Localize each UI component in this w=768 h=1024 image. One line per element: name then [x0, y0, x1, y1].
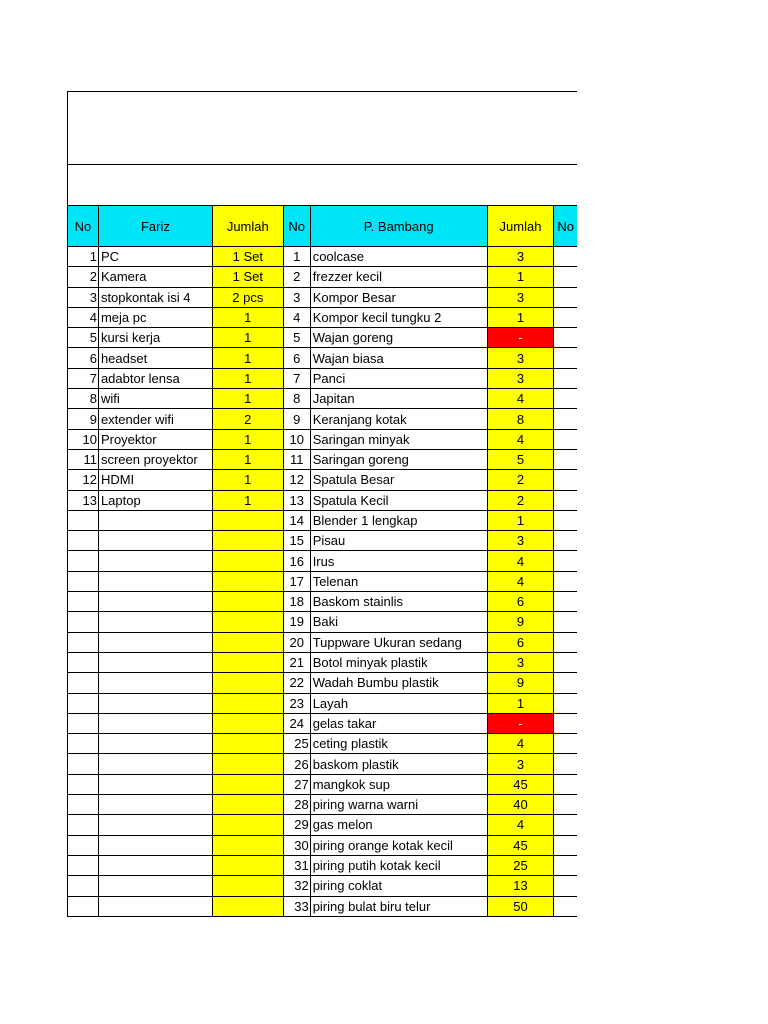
left-no-cell[interactable]: 11	[68, 449, 99, 469]
left-item-cell[interactable]: Laptop	[98, 490, 212, 510]
right-no-cell[interactable]: 13	[283, 490, 310, 510]
table-row	[68, 754, 578, 774]
left-no-cell[interactable]: 10	[68, 429, 99, 449]
right-no-cell[interactable]: 28	[283, 795, 310, 815]
right-item-cell[interactable]: Keranjang kotak	[310, 409, 487, 429]
right-qty-cell[interactable]: 50	[487, 896, 554, 916]
right-qty-cell[interactable]: 3	[487, 287, 554, 307]
right-no-cell[interactable]: 33	[283, 896, 310, 916]
right-item-cell[interactable]: ceting plastik	[310, 734, 487, 754]
right-no-cell[interactable]: 15	[283, 531, 310, 551]
table-row	[68, 713, 578, 733]
header-no-right: No	[283, 206, 310, 247]
left-item-cell[interactable]: adabtor lensa	[98, 368, 212, 388]
third-no-cell[interactable]	[554, 267, 577, 287]
left-no-cell[interactable]	[68, 673, 99, 693]
inventory-table	[67, 205, 577, 917]
third-no-cell[interactable]	[554, 287, 577, 307]
third-no-cell[interactable]	[554, 835, 577, 855]
left-qty-cell[interactable]	[212, 713, 283, 733]
right-item-cell[interactable]: Wajan biasa	[310, 348, 487, 368]
right-no-cell[interactable]: 19	[283, 612, 310, 632]
left-item-cell[interactable]: headset	[98, 348, 212, 368]
left-qty-cell[interactable]: 1	[212, 348, 283, 368]
right-qty-cell[interactable]: 6	[487, 592, 554, 612]
header-row	[68, 206, 578, 247]
third-no-cell[interactable]	[554, 368, 577, 388]
table-row	[68, 896, 578, 916]
left-item-cell[interactable]	[98, 815, 212, 835]
left-no-cell[interactable]: 8	[68, 389, 99, 409]
right-qty-cell[interactable]: 1	[487, 693, 554, 713]
table-row	[68, 449, 578, 469]
third-no-cell[interactable]	[554, 470, 577, 490]
table-row	[68, 734, 578, 754]
right-qty-cell[interactable]: 45	[487, 774, 554, 794]
left-no-cell[interactable]: 12	[68, 470, 99, 490]
left-qty-cell[interactable]: 2 pcs	[212, 287, 283, 307]
table-row	[68, 815, 578, 835]
left-qty-cell[interactable]: 1 Set	[212, 247, 283, 267]
right-qty-cell[interactable]: 3	[487, 531, 554, 551]
right-item-cell[interactable]: gas melon	[310, 815, 487, 835]
third-no-cell[interactable]	[554, 551, 577, 571]
left-no-cell[interactable]: 2	[68, 267, 99, 287]
table-row	[68, 348, 578, 368]
right-item-cell[interactable]: Kompor Besar	[310, 287, 487, 307]
left-no-cell[interactable]: 1	[68, 247, 99, 267]
left-item-cell[interactable]: HDMI	[98, 470, 212, 490]
table-row	[68, 307, 578, 327]
left-item-cell[interactable]: PC	[98, 247, 212, 267]
right-qty-cell[interactable]: 4	[487, 571, 554, 591]
right-item-cell[interactable]: Pisau	[310, 531, 487, 551]
right-item-cell[interactable]: frezzer kecil	[310, 267, 487, 287]
right-no-cell[interactable]: 29	[283, 815, 310, 835]
left-no-cell[interactable]	[68, 754, 99, 774]
left-no-cell[interactable]	[68, 896, 99, 916]
left-qty-cell[interactable]	[212, 855, 283, 875]
right-item-cell[interactable]: Irus	[310, 551, 487, 571]
left-no-cell[interactable]	[68, 774, 99, 794]
right-item-cell[interactable]: Tuppware Ukuran sedang	[310, 632, 487, 652]
left-item-cell[interactable]	[98, 673, 212, 693]
left-no-cell[interactable]	[68, 795, 99, 815]
right-qty-cell[interactable]: 13	[487, 876, 554, 896]
left-no-cell[interactable]	[68, 713, 99, 733]
right-item-cell[interactable]: Spatula Kecil	[310, 490, 487, 510]
right-no-cell[interactable]: 10	[283, 429, 310, 449]
left-qty-cell[interactable]: 1	[212, 328, 283, 348]
right-item-cell[interactable]: Saringan goreng	[310, 449, 487, 469]
left-qty-cell[interactable]	[212, 754, 283, 774]
table-row	[68, 795, 578, 815]
table-row	[68, 429, 578, 449]
left-item-cell[interactable]: Proyektor	[98, 429, 212, 449]
left-qty-cell[interactable]	[212, 896, 283, 916]
left-item-cell[interactable]	[98, 592, 212, 612]
right-item-cell[interactable]: Panci	[310, 368, 487, 388]
right-item-cell[interactable]: Spatula Besar	[310, 470, 487, 490]
right-no-cell[interactable]: 16	[283, 551, 310, 571]
right-qty-cell[interactable]: 2	[487, 470, 554, 490]
left-item-cell[interactable]	[98, 774, 212, 794]
third-no-cell[interactable]	[554, 673, 577, 693]
title-divider	[68, 164, 577, 165]
left-no-cell[interactable]	[68, 592, 99, 612]
right-item-cell[interactable]: Saringan minyak	[310, 429, 487, 449]
left-qty-cell[interactable]: 1	[212, 429, 283, 449]
left-no-cell[interactable]	[68, 551, 99, 571]
left-item-cell[interactable]	[98, 734, 212, 754]
right-qty-cell[interactable]: 2	[487, 490, 554, 510]
left-qty-cell[interactable]	[212, 652, 283, 672]
left-qty-cell[interactable]	[212, 551, 283, 571]
table-row	[68, 774, 578, 794]
left-item-cell[interactable]	[98, 632, 212, 652]
third-no-cell[interactable]	[554, 571, 577, 591]
table-row	[68, 673, 578, 693]
header-fariz: Fariz	[98, 206, 212, 247]
left-item-cell[interactable]	[98, 652, 212, 672]
table-row	[68, 571, 578, 591]
right-qty-cell[interactable]: 1	[487, 267, 554, 287]
right-qty-cell[interactable]: 4	[487, 551, 554, 571]
right-qty-cell[interactable]: 3	[487, 652, 554, 672]
right-no-cell[interactable]: 21	[283, 652, 310, 672]
right-no-cell[interactable]: 14	[283, 510, 310, 530]
right-qty-cell[interactable]: 3	[487, 348, 554, 368]
table-row	[68, 510, 578, 530]
left-item-cell[interactable]	[98, 835, 212, 855]
left-qty-cell[interactable]	[212, 612, 283, 632]
right-item-cell[interactable]: Wadah Bumbu plastik	[310, 673, 487, 693]
third-no-cell[interactable]	[554, 855, 577, 875]
table-row	[68, 490, 578, 510]
right-no-cell[interactable]: 9	[283, 409, 310, 429]
left-item-cell[interactable]	[98, 876, 212, 896]
left-no-cell[interactable]	[68, 855, 99, 875]
table-row	[68, 551, 578, 571]
left-qty-cell[interactable]	[212, 510, 283, 530]
right-no-cell[interactable]: 18	[283, 592, 310, 612]
right-item-cell[interactable]: piring bulat biru telur	[310, 896, 487, 916]
header-bambang: P. Bambang	[310, 206, 487, 247]
right-item-cell[interactable]: baskom plastik	[310, 754, 487, 774]
left-no-cell[interactable]: 13	[68, 490, 99, 510]
left-no-cell[interactable]: 9	[68, 409, 99, 429]
table-row	[68, 470, 578, 490]
right-qty-cell[interactable]: 1	[487, 307, 554, 327]
left-item-cell[interactable]	[98, 693, 212, 713]
left-qty-cell[interactable]: 2	[212, 409, 283, 429]
third-no-cell[interactable]	[554, 510, 577, 530]
table-row	[68, 855, 578, 875]
right-item-cell[interactable]: piring putih kotak kecil	[310, 855, 487, 875]
table-row	[68, 693, 578, 713]
third-no-cell[interactable]	[554, 328, 577, 348]
left-item-cell[interactable]	[98, 612, 212, 632]
header-qty-right: Jumlah	[487, 206, 554, 247]
right-no-cell[interactable]: 26	[283, 754, 310, 774]
left-no-cell[interactable]	[68, 652, 99, 672]
left-qty-cell[interactable]	[212, 774, 283, 794]
third-no-cell[interactable]	[554, 754, 577, 774]
left-no-cell[interactable]	[68, 815, 99, 835]
table-row	[68, 328, 578, 348]
third-no-cell[interactable]	[554, 449, 577, 469]
right-qty-cell[interactable]: 1	[487, 510, 554, 530]
right-no-cell[interactable]: 12	[283, 470, 310, 490]
right-qty-cell[interactable]: 40	[487, 795, 554, 815]
right-no-cell[interactable]: 17	[283, 571, 310, 591]
third-no-cell[interactable]	[554, 592, 577, 612]
left-item-cell[interactable]	[98, 896, 212, 916]
third-no-cell[interactable]	[554, 389, 577, 409]
right-qty-cell[interactable]: 4	[487, 429, 554, 449]
table-row	[68, 247, 578, 267]
right-qty-cell[interactable]: 3	[487, 247, 554, 267]
third-no-cell[interactable]	[554, 409, 577, 429]
left-item-cell[interactable]: kursi kerja	[98, 328, 212, 348]
left-item-cell[interactable]: Kamera	[98, 267, 212, 287]
right-no-cell[interactable]: 32	[283, 876, 310, 896]
left-no-cell[interactable]: 7	[68, 368, 99, 388]
left-item-cell[interactable]	[98, 531, 212, 551]
table-row	[68, 531, 578, 551]
right-item-cell[interactable]: mangkok sup	[310, 774, 487, 794]
third-no-cell[interactable]	[554, 531, 577, 551]
header-no-third: No	[554, 206, 577, 247]
right-no-cell[interactable]: 1	[283, 247, 310, 267]
right-item-cell[interactable]: Japitan	[310, 389, 487, 409]
right-item-cell[interactable]: Baskom stainlis	[310, 592, 487, 612]
right-item-cell[interactable]: gelas takar	[310, 713, 487, 733]
third-no-cell[interactable]	[554, 876, 577, 896]
left-no-cell[interactable]	[68, 693, 99, 713]
table-row	[68, 389, 578, 409]
table-row	[68, 267, 578, 287]
left-item-cell[interactable]: wifi	[98, 389, 212, 409]
left-item-cell[interactable]	[98, 713, 212, 733]
left-no-cell[interactable]: 4	[68, 307, 99, 327]
right-item-cell[interactable]: Kompor kecil tungku 2	[310, 307, 487, 327]
right-no-cell[interactable]: 6	[283, 348, 310, 368]
left-qty-cell[interactable]	[212, 592, 283, 612]
right-item-cell[interactable]: Blender 1 lengkap	[310, 510, 487, 530]
table-row	[68, 835, 578, 855]
left-no-cell[interactable]	[68, 510, 99, 530]
right-item-cell[interactable]: piring warna warni	[310, 795, 487, 815]
left-qty-cell[interactable]	[212, 835, 283, 855]
left-qty-cell[interactable]: 1	[212, 389, 283, 409]
right-qty-cell[interactable]: 4	[487, 734, 554, 754]
left-item-cell[interactable]	[98, 551, 212, 571]
left-qty-cell[interactable]: 1	[212, 307, 283, 327]
right-no-cell[interactable]: 8	[283, 389, 310, 409]
left-item-cell[interactable]	[98, 855, 212, 875]
table-row	[68, 287, 578, 307]
table-row	[68, 876, 578, 896]
table-row	[68, 368, 578, 388]
right-item-cell[interactable]: Wajan goreng	[310, 328, 487, 348]
right-qty-cell[interactable]: 9	[487, 673, 554, 693]
right-qty-cell[interactable]: 45	[487, 835, 554, 855]
third-no-cell[interactable]	[554, 490, 577, 510]
title-area	[67, 91, 577, 205]
right-item-cell[interactable]: piring coklat	[310, 876, 487, 896]
left-qty-cell[interactable]	[212, 795, 283, 815]
third-no-cell[interactable]	[554, 612, 577, 632]
right-no-cell[interactable]: 27	[283, 774, 310, 794]
right-no-cell[interactable]: 3	[283, 287, 310, 307]
left-qty-cell[interactable]	[212, 571, 283, 591]
right-qty-cell[interactable]: 5	[487, 449, 554, 469]
left-item-cell[interactable]	[98, 795, 212, 815]
left-item-cell[interactable]: extender wifi	[98, 409, 212, 429]
right-no-cell[interactable]: 2	[283, 267, 310, 287]
right-item-cell[interactable]: Telenan	[310, 571, 487, 591]
right-qty-cell[interactable]: -	[487, 328, 554, 348]
right-qty-cell[interactable]: 25	[487, 855, 554, 875]
right-item-cell[interactable]: coolcase	[310, 247, 487, 267]
third-no-cell[interactable]	[554, 348, 577, 368]
left-qty-cell[interactable]: 1	[212, 470, 283, 490]
table-row	[68, 612, 578, 632]
left-no-cell[interactable]: 5	[68, 328, 99, 348]
left-qty-cell[interactable]	[212, 734, 283, 754]
header-no-left: No	[68, 206, 99, 247]
left-item-cell[interactable]	[98, 510, 212, 530]
left-qty-cell[interactable]	[212, 815, 283, 835]
third-no-cell[interactable]	[554, 713, 577, 733]
right-no-cell[interactable]: 22	[283, 673, 310, 693]
left-no-cell[interactable]	[68, 835, 99, 855]
header-qty-left: Jumlah	[212, 206, 283, 247]
third-no-cell[interactable]	[554, 774, 577, 794]
right-item-cell[interactable]: Baki	[310, 612, 487, 632]
table-row	[68, 409, 578, 429]
right-item-cell[interactable]: Botol minyak plastik	[310, 652, 487, 672]
third-no-cell[interactable]	[554, 815, 577, 835]
right-no-cell[interactable]: 20	[283, 632, 310, 652]
right-no-cell[interactable]: 24	[283, 713, 310, 733]
right-no-cell[interactable]: 4	[283, 307, 310, 327]
right-no-cell[interactable]: 25	[283, 734, 310, 754]
left-qty-cell[interactable]: 1	[212, 449, 283, 469]
right-qty-cell[interactable]: 4	[487, 815, 554, 835]
right-no-cell[interactable]: 5	[283, 328, 310, 348]
left-qty-cell[interactable]: 1	[212, 490, 283, 510]
third-no-cell[interactable]	[554, 795, 577, 815]
table-row	[68, 652, 578, 672]
right-qty-cell[interactable]: -	[487, 713, 554, 733]
third-no-cell[interactable]	[554, 734, 577, 754]
right-item-cell[interactable]: Layah	[310, 693, 487, 713]
left-qty-cell[interactable]	[212, 531, 283, 551]
right-qty-cell[interactable]: 9	[487, 612, 554, 632]
left-item-cell[interactable]: screen proyektor	[98, 449, 212, 469]
right-no-cell[interactable]: 7	[283, 368, 310, 388]
right-qty-cell[interactable]: 3	[487, 368, 554, 388]
right-qty-cell[interactable]: 8	[487, 409, 554, 429]
left-no-cell[interactable]	[68, 612, 99, 632]
table-row	[68, 632, 578, 652]
left-no-cell[interactable]	[68, 734, 99, 754]
left-no-cell[interactable]: 6	[68, 348, 99, 368]
left-qty-cell[interactable]	[212, 693, 283, 713]
left-item-cell[interactable]	[98, 754, 212, 774]
left-qty-cell[interactable]	[212, 876, 283, 896]
right-qty-cell[interactable]: 6	[487, 632, 554, 652]
third-no-cell[interactable]	[554, 429, 577, 449]
third-no-cell[interactable]	[554, 307, 577, 327]
left-no-cell[interactable]: 3	[68, 287, 99, 307]
third-no-cell[interactable]	[554, 652, 577, 672]
right-no-cell[interactable]: 23	[283, 693, 310, 713]
left-qty-cell[interactable]	[212, 632, 283, 652]
left-qty-cell[interactable]: 1	[212, 368, 283, 388]
left-item-cell[interactable]: stopkontak isi 4	[98, 287, 212, 307]
third-no-cell[interactable]	[554, 693, 577, 713]
left-qty-cell[interactable]: 1 Set	[212, 267, 283, 287]
right-qty-cell[interactable]: 4	[487, 389, 554, 409]
left-no-cell[interactable]	[68, 632, 99, 652]
right-no-cell[interactable]: 11	[283, 449, 310, 469]
left-qty-cell[interactable]	[212, 673, 283, 693]
third-no-cell[interactable]	[554, 247, 577, 267]
left-no-cell[interactable]	[68, 531, 99, 551]
right-item-cell[interactable]: piring orange kotak kecil	[310, 835, 487, 855]
left-item-cell[interactable]	[98, 571, 212, 591]
right-no-cell[interactable]: 31	[283, 855, 310, 875]
third-no-cell[interactable]	[554, 632, 577, 652]
third-no-cell[interactable]	[554, 896, 577, 916]
left-item-cell[interactable]: meja pc	[98, 307, 212, 327]
right-no-cell[interactable]: 30	[283, 835, 310, 855]
table-row	[68, 592, 578, 612]
right-qty-cell[interactable]: 3	[487, 754, 554, 774]
left-no-cell[interactable]	[68, 876, 99, 896]
left-no-cell[interactable]	[68, 571, 99, 591]
